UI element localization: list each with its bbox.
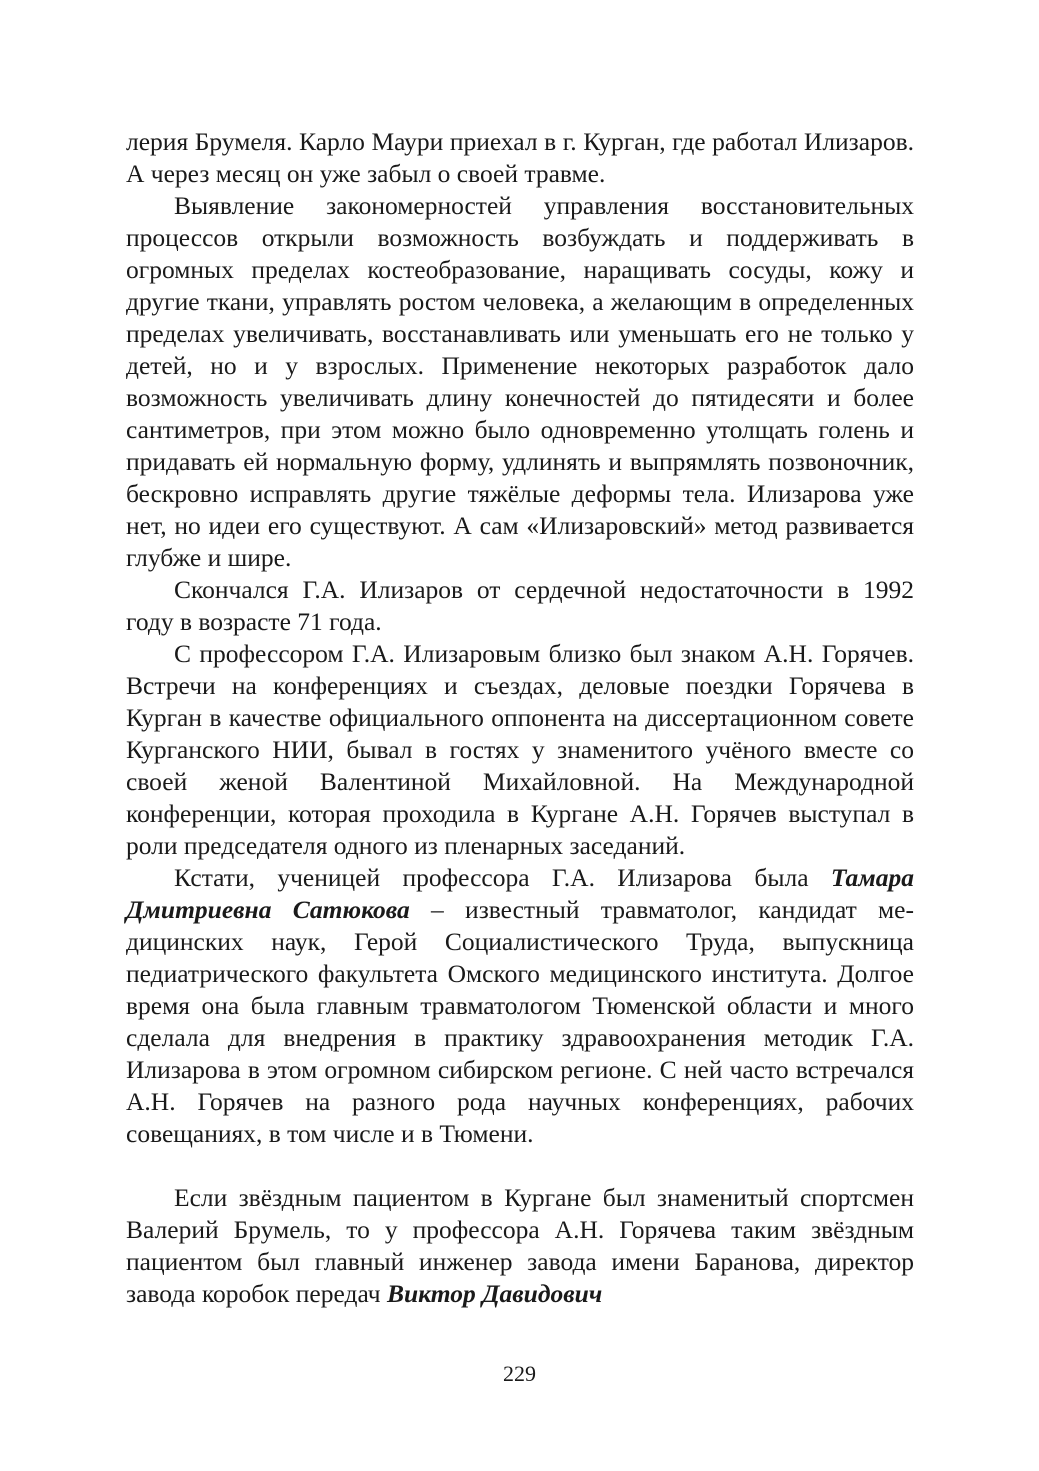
- paragraph-2: Выявление закономерностей управления восстановительных процессов открыли возможность возбуждать и поддерживать в огромных пределах костеобразование, наращивать сосуды, кожу и другие ткани, управлять ростом человека, а желающим в определенных пределах увеличивать, восстанавливать или уменьшать его не только у детей, но и у взрослых. Применение некоторых разработок дало возможность увеличивать длину конечностей до пятидесяти и более сантиметров, при этом можно было одновременно утолщать голень и придавать ей нормальную форму, удлинять и выпрямлять позвоночник, бескровно исправлять другие тяжёлые деформы тела. Илизарова уже нет, но идеи его существуют. А сам «Илизаровский» метод развивается глубже и шире.: [126, 191, 914, 572]
- paragraph-6-emphasized-name: Виктор Давидович: [386, 1279, 603, 1308]
- body-text: [126, 126, 914, 1310]
- paragraph-5-end: – известный травматолог, кандидат медицинских наук, Герой Социалистического Труда, выпускница педиатрического факультета Омского медицинского института. Долгое время она была главным травматологом Тюменской области и много сделала для внедрения в практику здравоохранения методик Г.А. Илизарова в этом огромном сибирском регионе. С ней часто встречался А.Н. Горячев на разного рода научных конференциях, рабочих совещаниях, в том числе и в Тюмени.: [126, 895, 914, 1148]
- paragraph-5-emphasized-name: Тамара Дмитриевна Сатюкова: [126, 863, 914, 924]
- paragraph-3: Скончался Г.А. Илизаров от сердечной недостаточности в 1992 году в возрасте 71 года.: [126, 575, 914, 636]
- paragraph-4: С профессором Г.А. Илизаровым близко был знаком А.Н. Горячев. Встречи на конференциях и съездах, деловые поездки Горячева в Курган в качестве официального оппонента на диссертационном совете Курганского НИИ, бывал в гостях у знаменитого учёного вместе со своей женой Валентиной Михайловной. На Международной конференции, которая проходила в Кургане А.Н. Горячев выступал в роли председателя одного из пленарных заседаний.: [126, 639, 914, 860]
- paragraph-5-start: Кстати, ученицей профессора Г.А. Илизарова была: [174, 863, 831, 892]
- paragraph-6-start: Если звёздным пациентом в Кургане был знаменитый спортсмен Валерий Брумель, то у профессора А.Н. Горячева таким звёздным пациентом был главный инженер завода имени Баранова, директор завода коробок передач: [126, 1183, 914, 1308]
- paragraph-5: [126, 862, 914, 1150]
- page-number: 229: [503, 1361, 536, 1386]
- paragraph-1: лерия Брумеля. Карло Маури приехал в г. Курган, где работал Илизаров. А через месяц он уже забыл о своей травме.: [126, 127, 914, 188]
- paragraph-6: [126, 1182, 914, 1310]
